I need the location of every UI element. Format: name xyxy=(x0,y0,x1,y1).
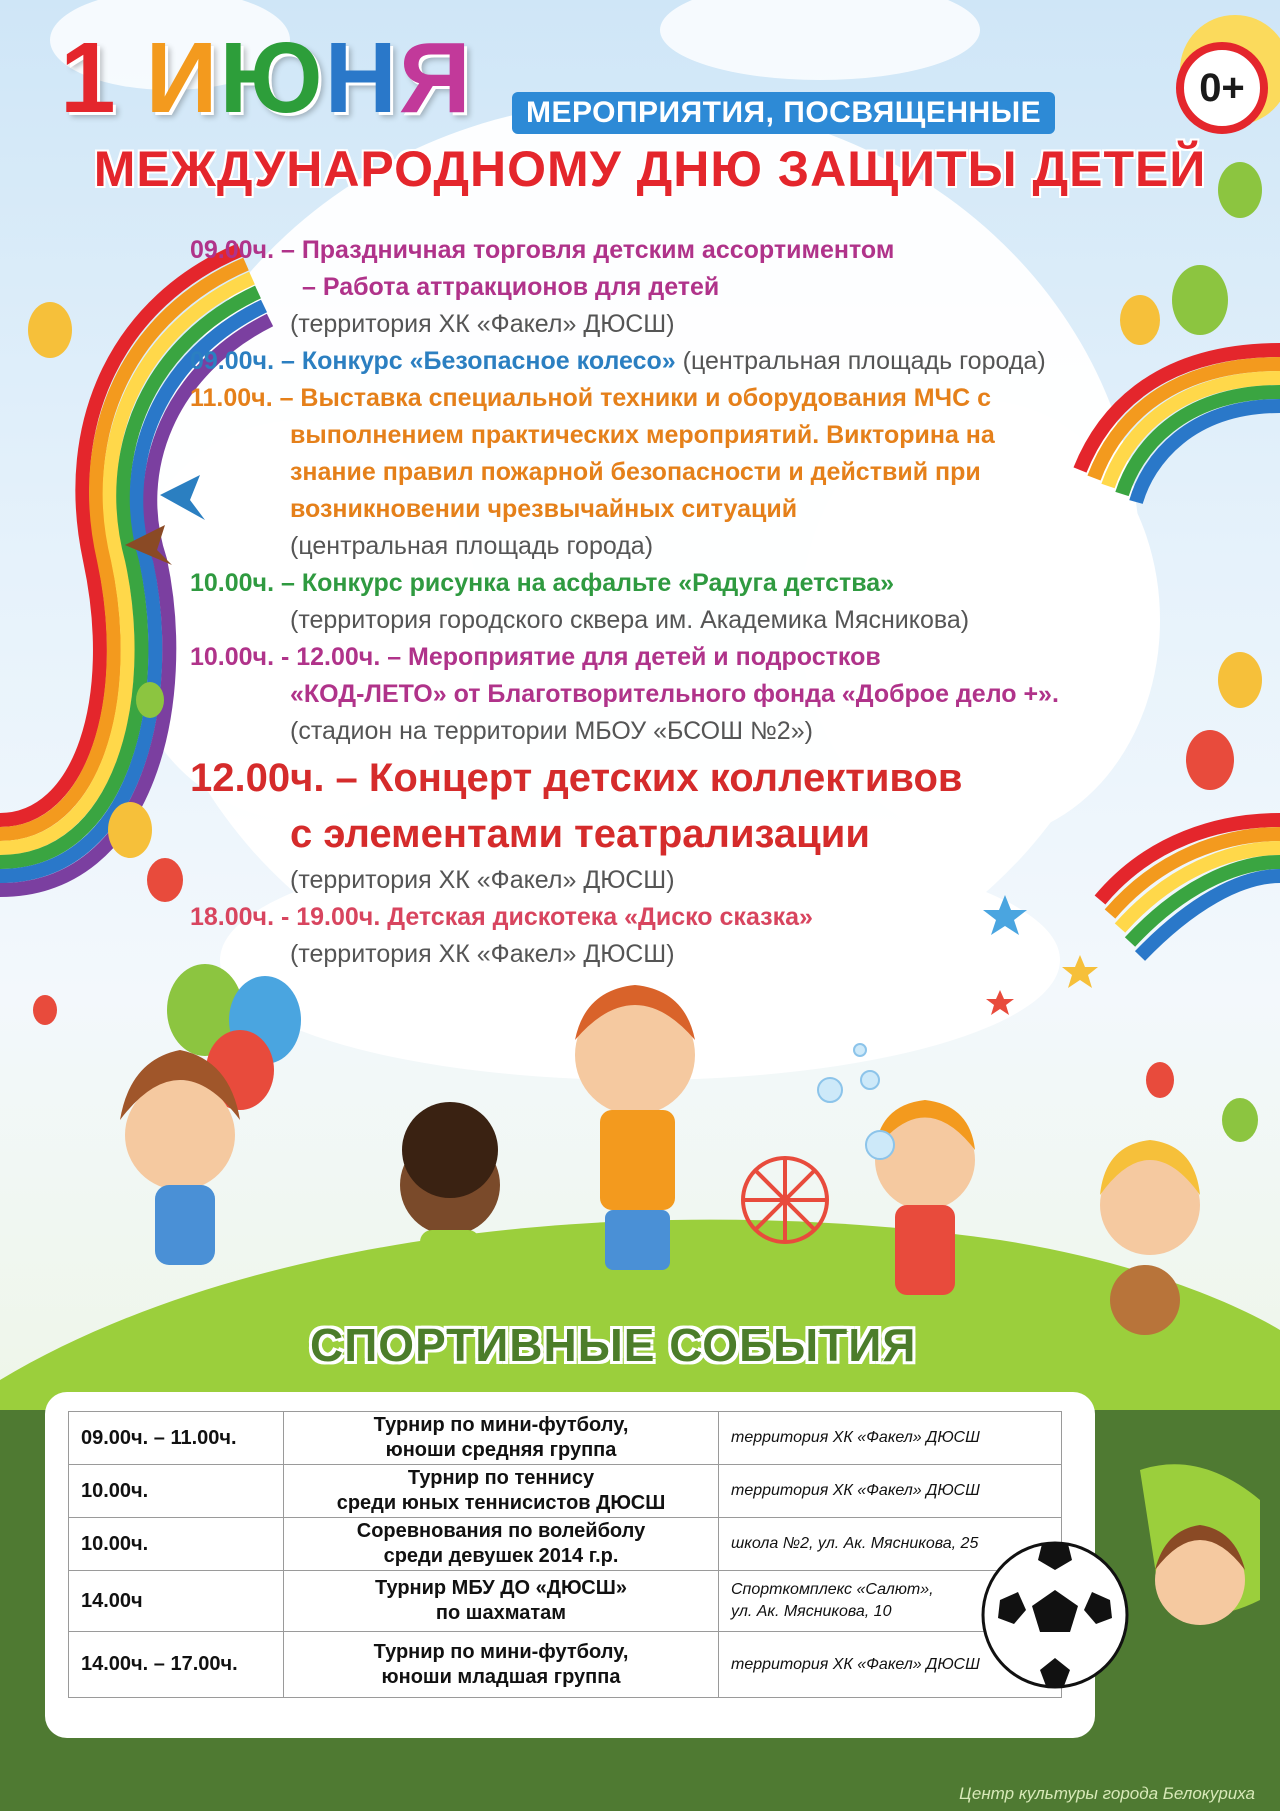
event-line xyxy=(190,417,1090,454)
highlight-event: с элементами театрализации xyxy=(290,812,870,856)
soccer-ball-icon xyxy=(980,1540,1130,1690)
event-name-line: Турнир по мини-футболу, xyxy=(373,1414,629,1436)
sports-table xyxy=(68,1411,1062,1698)
table-row xyxy=(69,1412,1062,1465)
ferris-wheel-icon xyxy=(743,1158,827,1242)
event-time: 09.00ч. – 11.00ч. xyxy=(69,1412,284,1465)
event-text: 10.00ч. - 12.00ч. – Мероприятие для детей и подростков xyxy=(190,643,881,671)
event-line xyxy=(190,676,1090,713)
event-name xyxy=(284,1632,719,1698)
event-place-line: ул. Ак. Мясникова, 10 xyxy=(731,1603,892,1620)
event-name-line: Турнир по мини-футболу, xyxy=(373,1640,629,1663)
event-place-line: школа №2, ул. Ак. Мясникова, 25 xyxy=(731,1535,979,1552)
event-place-line: территория ХК «Факел» ДЮСШ xyxy=(731,1482,980,1499)
date-title-letter: Я xyxy=(398,22,473,134)
table-row xyxy=(69,1571,1062,1632)
event-name-line: среди девушек 2014 г.р. xyxy=(383,1545,619,1567)
event-text: знание правил пожарной безопасности и действий при xyxy=(290,458,981,486)
event-name-line: юноши средняя группа xyxy=(385,1439,617,1461)
event-name-line: юноши младшая группа xyxy=(381,1665,621,1688)
event-line xyxy=(190,491,1090,528)
event-text: выполнением практических мероприятий. Викторина на xyxy=(290,421,995,449)
event-name-line: среди юных теннисистов ДЮСШ xyxy=(336,1492,666,1514)
event-line xyxy=(190,639,1090,676)
event-line xyxy=(190,343,1090,380)
event-text: 11.00ч. – Выставка специальной техники и оборудования МЧС с xyxy=(190,384,992,412)
event-text: 10.00ч. – Конкурс рисунка на асфальте «Радуга детства» xyxy=(190,569,895,597)
event-line xyxy=(190,565,1090,602)
event-schedule xyxy=(190,232,1090,973)
main-title: МЕЖДУНАРОДНОМУ ДНЮ ЗАЩИТЫ ДЕТЕЙ xyxy=(93,141,1207,197)
event-line xyxy=(190,899,1090,936)
footer-credit: Центр культуры города Белокуриха xyxy=(959,1784,1255,1803)
event-line xyxy=(190,380,1090,417)
event-name xyxy=(284,1571,719,1632)
date-title-letter: Н xyxy=(324,22,399,134)
event-line xyxy=(190,232,1090,269)
event-place-line: территория ХК «Факел» ДЮСШ xyxy=(731,1429,980,1446)
event-name-line: Турнир по теннису xyxy=(407,1467,595,1489)
event-name-line: Соревнования по волейболу xyxy=(356,1520,646,1542)
event-time: 14.00ч xyxy=(69,1571,284,1632)
event-text: 09.00ч. – Конкурс «Безопасное колесо» xyxy=(190,347,676,375)
event-location: (центральная площадь города) xyxy=(290,532,654,560)
event-place-line: Спорткомплекс «Салют», xyxy=(731,1581,934,1598)
event-name xyxy=(284,1518,719,1571)
event-time: 10.00ч. xyxy=(69,1518,284,1571)
subtitle: МЕРОПРИЯТИЯ, ПОСВЯЩЕННЫЕ xyxy=(512,92,1055,134)
table-row xyxy=(69,1465,1062,1518)
sports-table-card xyxy=(45,1392,1095,1738)
event-time: 10.00ч. xyxy=(69,1465,284,1518)
event-place xyxy=(719,1412,1062,1465)
event-line xyxy=(190,269,1090,306)
table-row xyxy=(69,1518,1062,1571)
event-name-line: по шахматам xyxy=(435,1602,567,1624)
event-text: 09.00ч. – Праздничная торговля детским ассортиментом xyxy=(190,236,895,264)
event-time: 14.00ч. – 17.00ч. xyxy=(69,1632,284,1698)
event-text: возникновении чрезвычайных ситуаций xyxy=(290,495,798,523)
sports-section-title: СПОРТИВНЫЕ СОБЫТИЯ xyxy=(310,1319,917,1371)
event-name xyxy=(284,1412,719,1465)
date-title-letter: 1 xyxy=(60,22,118,134)
table-row xyxy=(69,1632,1062,1698)
event-text: 18.00ч. - 19.00ч. Детская дискотека «Диско сказка» xyxy=(190,903,813,931)
event-location: (территория ХК «Факел» ДЮСШ) xyxy=(290,940,675,968)
boy-with-ball-illustration xyxy=(1120,1460,1270,1640)
event-name-line: Турнир МБУ ДО «ДЮСШ» xyxy=(375,1577,627,1599)
event-location: (территория городского сквера им. Академика Мясникова) xyxy=(290,606,970,634)
highlight-event: 12.00ч. – Концерт детских коллективов xyxy=(190,756,963,800)
event-location: (центральная площадь города) xyxy=(682,347,1046,375)
date-title-letter: И xyxy=(145,22,220,134)
event-location: (территория ХК «Факел» ДЮСШ) xyxy=(290,310,675,338)
event-text: – Работа аттракционов для детей xyxy=(302,273,720,301)
event-line xyxy=(190,454,1090,491)
event-text: «КОД-ЛЕТО» от Благотворительного фонда «Доброе дело +». xyxy=(290,680,1059,708)
event-place-line: территория ХК «Факел» ДЮСШ xyxy=(731,1655,980,1673)
event-place xyxy=(719,1465,1062,1518)
event-location: (стадион на территории МБОУ «БСОШ №2») xyxy=(290,717,813,745)
date-title-letter: Ю xyxy=(219,22,325,134)
date-title xyxy=(60,22,473,134)
age-rating-badge: 0+ xyxy=(1176,42,1268,134)
event-name xyxy=(284,1465,719,1518)
event-location: (территория ХК «Факел» ДЮСШ) xyxy=(290,866,675,894)
